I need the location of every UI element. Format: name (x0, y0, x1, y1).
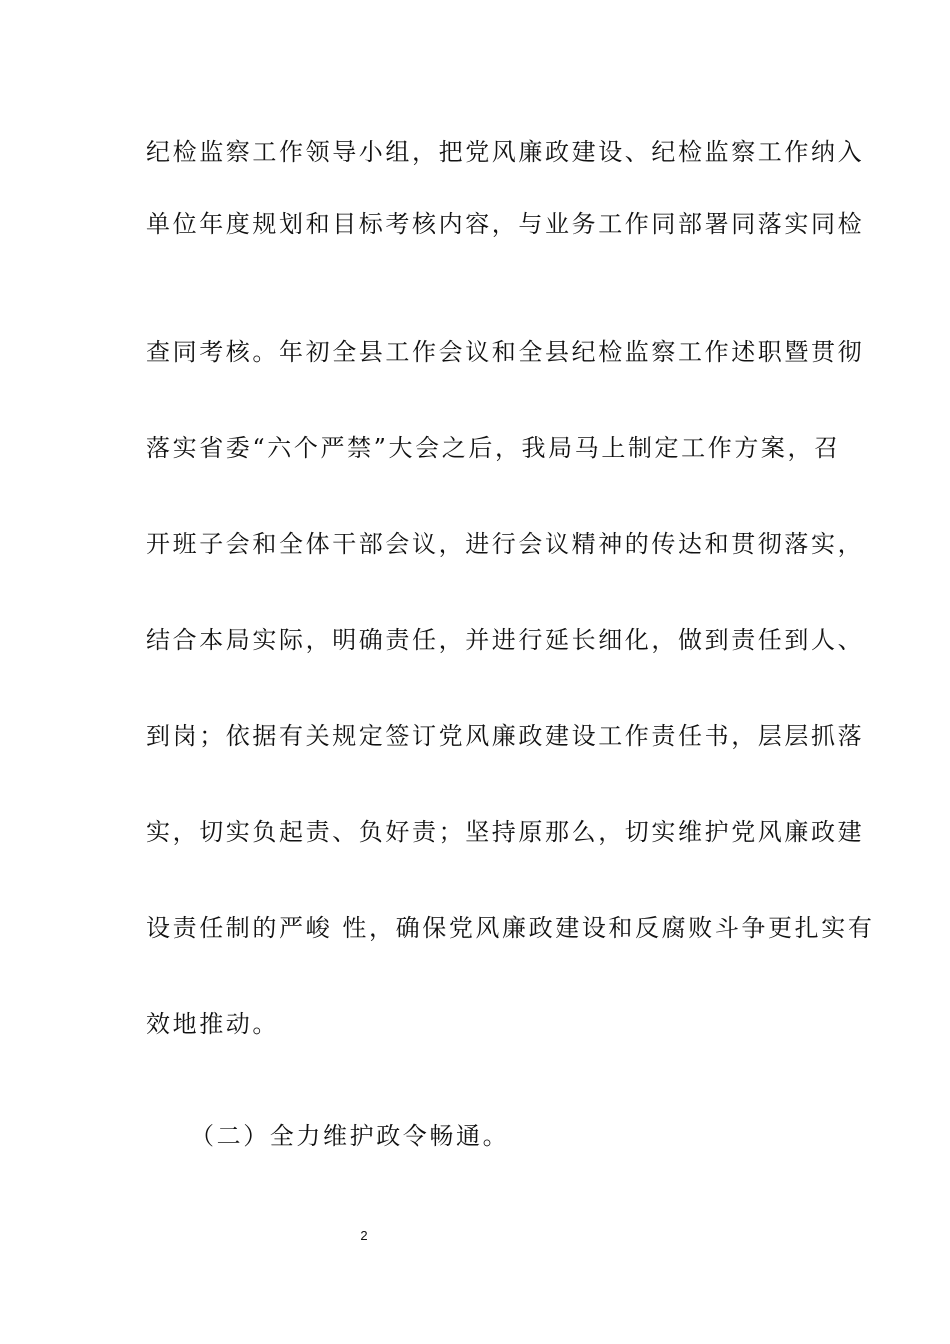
body-text-line: 查同考核。年初全县工作会议和全县纪检监察工作述职暨贯彻 (146, 338, 865, 366)
body-text-line: 效地推动。 (146, 1010, 279, 1038)
body-text-line: 开班子会和全体干部会议，进行会议精神的传达和贯彻落实， (146, 530, 865, 558)
section-heading: （二）全力维护政令畅通。 (190, 1122, 510, 1150)
body-text-line: 到岗；依据有关规定签订党风廉政建设工作责任书，层层抓落 (146, 722, 865, 750)
body-text-line: 实，切实负起责、负好责；坚持原那么，切实维护党风廉政建 (146, 818, 865, 846)
body-text-line: 单位年度规划和目标考核内容，与业务工作同部署同落实同检 (146, 210, 865, 238)
body-text-line: 落实省委“六个严禁”大会之后，我局马上制定工作方案，召 (146, 434, 841, 462)
body-text-line: 设责任制的严峻 性，确保党风廉政建设和反腐败斗争更扎实有 (146, 914, 875, 942)
body-text-line: 纪检监察工作领导小组，把党风廉政建设、纪检监察工作纳入 (146, 138, 865, 166)
page-number: 2 (360, 1228, 368, 1243)
body-text-line: 结合本局实际，明确责任，并进行延长细化，做到责任到人、 (146, 626, 865, 654)
